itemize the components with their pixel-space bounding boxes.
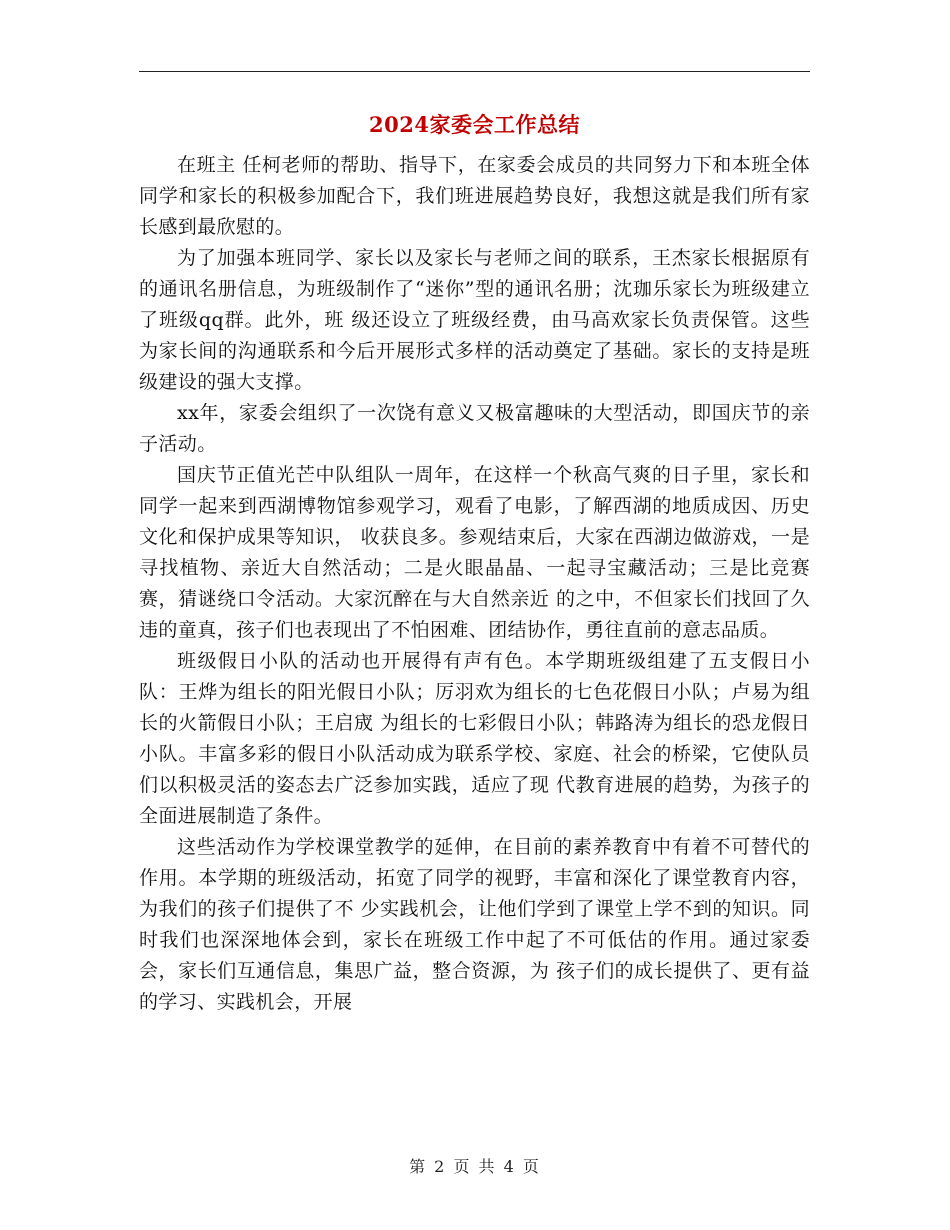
- paragraph-1: 在班主 任柯老师的帮助、指导下，在家委会成员的共同努力下和本班全体同学和家长的积极参加配合下，我们班进展趋势良好，我想这就是我们所有家长感到最欣慰的。: [139, 154, 810, 238]
- paragraph-2: 为了加强本班同学、家长以及家长与老师之间的联系，王杰家长根据原有的通讯名册信息，为班级制作了“迷你”型的通讯名册；沈珈乐家长为班级建立了班级qq群。此外，班 级还设立了班级经费，由马高欢家长负责保管。这些为家长间的沟通联系和今后开展形式多样的活动奠定了基础。家长的支持是班级建设的强大支撑。: [139, 247, 810, 393]
- paragraph-5: 班级假日小队的活动也开展得有声有色。本学期班级组建了五支假日小队：王烨为组长的阳光假日小队；厉羽欢为组长的七色花假日小队；卢易为组长的火箭假日小队；王启宬 为组长的七彩假日小队；韩路涛为组长的恐龙假日小队。丰富多彩的假日小队活动成为联系学校、家庭、社会的桥梁，它使队员们以积极灵活的姿态去广泛参加实践，适应了现 代教育进展的趋势，为孩子的全面进展制造了条件。: [139, 650, 810, 827]
- paragraph-4: 国庆节正值光芒中队组队一周年，在这样一个秋高气爽的日子里，家长和同学一起来到西湖博物馆参观学习，观看了电影，了解西湖的地质成因、历史文化和保护成果等知识， 收获良多。参观结束后，大家在西湖边做游戏，一是寻找植物、亲近大自然活动；二是火眼晶晶、一起寻宝藏活动；三是比竞赛赛，猜谜绕口令活动。大家沉醉在与大自然亲近 的之中，不但家长们找回了久违的童真，孩子们也表现出了不怕困难、团结协作，勇往直前的意志品质。: [139, 464, 810, 641]
- document-title: 2024家委会工作总结: [369, 112, 580, 137]
- paragraph-6: 这些活动作为学校课堂教学的延伸，在目前的素养教育中有着不可替代的作用。本学期的班级活动，拓宽了同学的视野，丰富和深化了课堂教育内容，为我们的孩子们提供了不 少实践机会，让他们学到了课堂上学不到的知识。同时我们也深深地体会到，家长在班级工作中起了不可低估的作用。通过家委会，家长们互通信息，集思广益，整合资源，为 孩子们的成长提供了、更有益的学习、实践机会，开展: [139, 836, 810, 1013]
- header-rule: [139, 71, 810, 72]
- document-body: [139, 150, 810, 1018]
- page-number-footer: 第 2 页 共 4 页: [409, 1157, 541, 1176]
- paragraph-3: xx年，家委会组织了一次饶有意义又极富趣味的大型活动，即国庆节的亲子活动。: [139, 402, 810, 455]
